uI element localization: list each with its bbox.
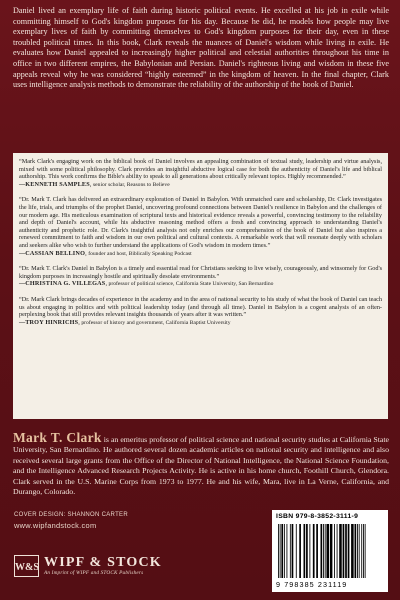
barcode-bar bbox=[321, 524, 323, 578]
endorsements-panel bbox=[13, 153, 388, 419]
barcode-bar bbox=[359, 524, 360, 578]
barcode-bar bbox=[325, 524, 326, 578]
author-bio-text: is an emeritus professor of political science and national security studies at California State University, San Bernardino. He authored several dozen academic articles on national security and intelligence and also received several large grants from the Office of the Director of National Intelligence, the National Science Foundation, and the Intelligence Advanced Research Projects Activity. He is active in his home church, Foothill Church, Glendora. Clark served in the U.S. Marine Corps from 1973 to 1977. He and his wife, Mara, live in La Verne, California, and Durango, Colorado. bbox=[13, 435, 389, 497]
barcode-bar bbox=[357, 524, 358, 578]
barcode-bar bbox=[361, 524, 362, 578]
barcode-bar bbox=[278, 524, 279, 578]
endorsement-quote: “Dr. Mark Clark brings decades of experience in the academy and in the area of national security to his study of what the book of Daniel can teach us about engaging in politics and with political leadership today (and through all time). Daniel in Babylon is a cogent analysis of an often-perplexing book that still provides relevant insights thousands of years after it was written.” bbox=[19, 295, 382, 319]
barcode-bar bbox=[280, 524, 281, 578]
endorser-role: founder and host, Biblically Speaking Podcast bbox=[88, 250, 192, 257]
barcode-icon bbox=[276, 524, 384, 580]
barcode-bar bbox=[365, 524, 366, 578]
barcode-bar bbox=[281, 524, 283, 578]
endorser-name: KENNETH SAMPLES bbox=[25, 180, 90, 188]
barcode-bar bbox=[290, 524, 291, 578]
barcode-digits: 9 798385 231119 bbox=[276, 580, 348, 589]
endorser-role: professor of political science, California State University, San Bernardino bbox=[108, 281, 274, 288]
barcode-bar bbox=[284, 524, 285, 578]
publisher-url[interactable]: www.wipfandstock.com bbox=[14, 521, 97, 530]
publisher-logo bbox=[14, 555, 162, 577]
barcode-bar bbox=[304, 524, 306, 578]
barcode-bar bbox=[337, 524, 338, 578]
barcode-bar bbox=[334, 524, 335, 578]
publisher-mark-icon bbox=[14, 555, 39, 577]
barcode-bar bbox=[309, 524, 310, 578]
endorsement-quote: “Dr. Mark T. Clark has delivered an extraordinary exploration of Daniel in Babylon. With unmatched care and scholarship, Dr. Clark investigates the life, trials, and triumphs of the prophet Daniel, uncovering profound connections between Daniel's resilience in Babylon and the challenges of our modern age. His meticulous examination of scriptural texts and historical evidence reveals a powerful, convincing testimony to the reliability and depth of Daniel's account, while his abductive reasoning method offers a fresh and convincing approach to understanding Daniel's authenticity and prophetic role. Dr. Clark's insightful analysis not only enriches our comprehension of the book of Daniel but also inspires a renewed commitment to faith and wisdom in our own political and cultural contexts. A remarkable work that will resonate deeply with scholars and seekers alike who wish to further understand the applications of God's wisdom in modern times.” bbox=[19, 196, 382, 249]
endorser-name: TROY HINRICHS bbox=[25, 318, 79, 326]
barcode-bar bbox=[287, 524, 288, 578]
barcode-bar bbox=[339, 524, 342, 578]
book-description: Daniel lived an exemplary life of faith during historic political events. He excelled at his job in exile while committing himself to God's kingdom purposes for his day. Because he did, he models how people may live exemplary lives of faith by committing themselves to God's kingdom purposes for their day, even in these troubled political times. In this book, Clark reveals the nuances of Daniel's wisdom while living in exile. He evaluates how Daniel appealed to increasingly higher political and celestial authorities throughout his time in office in two different empires, the Babylonian and Persian. Daniel's righteous living and wisdom in these five appeals reveal why he was considered “highly esteemed” in the kingdom of heaven. In the final chapter, Clark uses intelligence analysis methods to demonstrate the reliability of the authorship of the book of Daniel. bbox=[13, 6, 389, 90]
endorser-name: CASSIAN BELLINO bbox=[25, 249, 86, 257]
endorsement-quote: “Mark Clark's engaging work on the biblical book of Daniel involves an appealing combination of textual study, leadership and virtue analysis, mixed with some political philosophy. Clark provides an insightful abductive logical case for both the authenticity of Daniel's life and biblical authorship. This work confirms the Bible's ability to speak to all generations about critically relevant topics. Highly recommended.” bbox=[19, 158, 382, 181]
barcode-bar bbox=[306, 524, 308, 578]
barcode-bar bbox=[316, 524, 318, 578]
endorsement bbox=[19, 158, 382, 189]
author-bio bbox=[13, 430, 389, 497]
endorsement-attribution: —CASSIAN BELLINO, founder and host, Biblically Speaking Podcast bbox=[19, 249, 192, 257]
isbn-label: ISBN 979-8-3852-3111-9 bbox=[276, 513, 359, 520]
barcode-bar bbox=[323, 524, 324, 578]
barcode-bar bbox=[355, 524, 357, 578]
endorsement bbox=[19, 196, 382, 258]
endorsement-attribution: —KENNETH SAMPLES, senior scholar, Reasons to Believe bbox=[19, 180, 170, 188]
barcode-box bbox=[272, 510, 388, 592]
endorser-role: professor of history and government, California Baptist University bbox=[81, 319, 231, 326]
endorser-name: CHRISTINA G. VILLEGAS bbox=[25, 280, 106, 288]
barcode-bar bbox=[351, 524, 354, 578]
credits bbox=[14, 512, 128, 533]
barcode-bar bbox=[363, 524, 364, 578]
endorsement bbox=[19, 265, 382, 289]
barcode-bar bbox=[345, 524, 347, 578]
barcode-bar bbox=[343, 524, 345, 578]
barcode-bar bbox=[330, 524, 333, 578]
endorsement-attribution: —TROY HINRICHS, professor of history and government, California Baptist University bbox=[19, 318, 231, 326]
endorser-role: senior scholar, Reasons to Believe bbox=[93, 181, 170, 188]
barcode-bar bbox=[326, 524, 329, 578]
svg-text:W&S: W&S bbox=[14, 562, 39, 573]
barcode-bar bbox=[348, 524, 350, 578]
author-name: Mark T. Clark bbox=[13, 430, 102, 445]
publisher-tagline: An Imprint of WIPF and STOCK Publishers bbox=[44, 570, 144, 576]
barcode-bar bbox=[296, 524, 297, 578]
publisher-name: WIPF & STOCK bbox=[44, 555, 162, 570]
cover-design-credit: COVER DESIGN: SHANNON CARTER bbox=[14, 512, 128, 518]
endorsement-attribution: —CHRISTINA G. VILLEGAS, professor of political science, California State University, San Bernardino bbox=[19, 280, 274, 288]
endorsement-quote: “Dr. Mark T. Clark's Daniel in Babylon is a timely and essential read for Christians seeking to live wisely, courageously, and winsomely for God's kingdom purposes in increasingly hostile and spiritually desolate environments.” bbox=[19, 265, 382, 280]
barcode-bar bbox=[313, 524, 315, 578]
barcode-bar bbox=[292, 524, 294, 578]
barcode-bar bbox=[299, 524, 301, 578]
endorsement bbox=[19, 296, 382, 327]
